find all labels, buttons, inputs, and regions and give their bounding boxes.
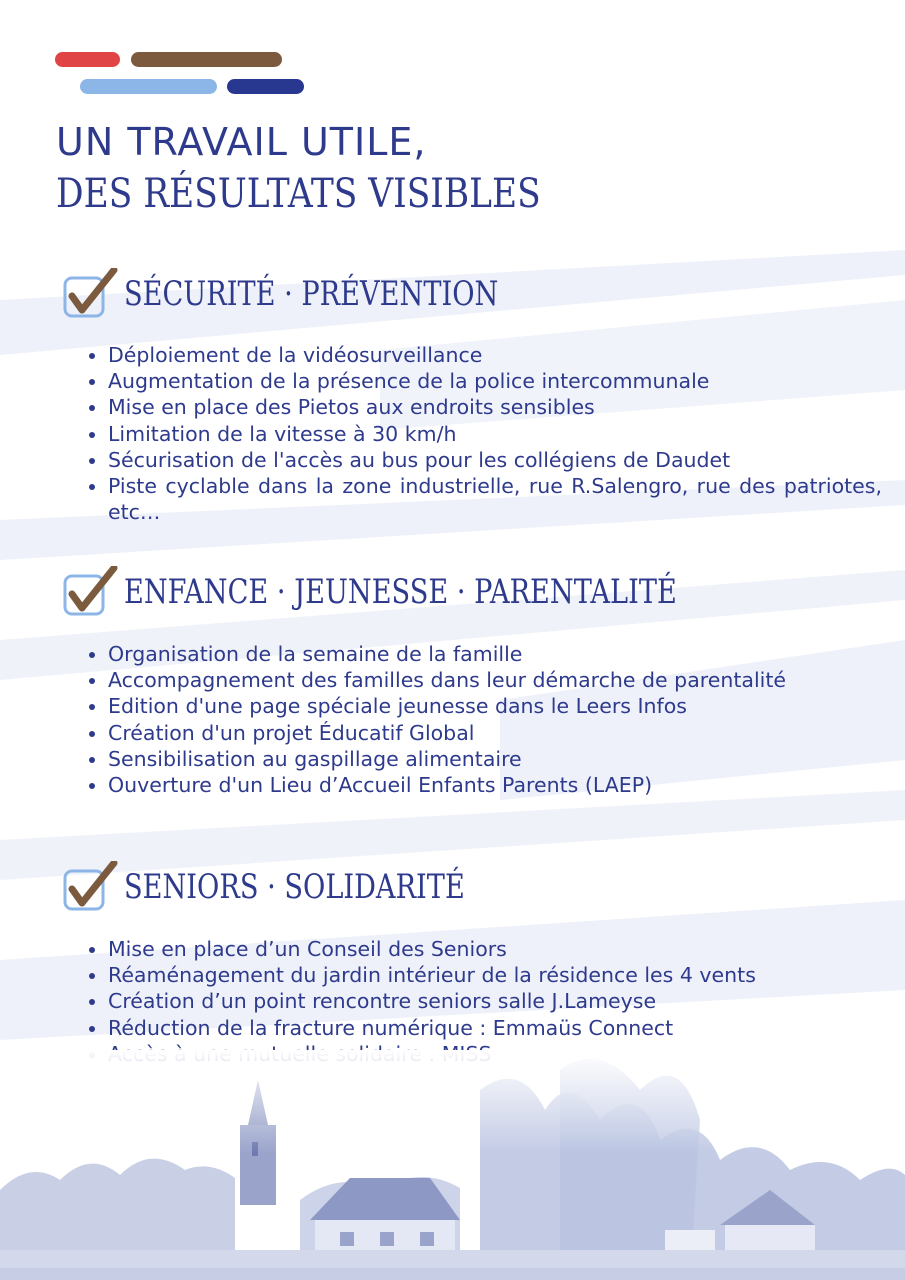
list-item: • Création d’un point rencontre seniors salle J.Lameyse xyxy=(108,988,882,1014)
section-list-enfance xyxy=(82,641,882,798)
bar-brown xyxy=(131,52,282,67)
list-item: • Piste cyclable dans la zone industrielle, rue R.Salengro, rue des patriotes, etc… xyxy=(108,473,882,525)
section-list-securite xyxy=(82,342,882,525)
bar-navy xyxy=(227,79,304,94)
list-item: • Réaménagement du jardin intérieur de la résidence les 4 vents xyxy=(108,962,882,988)
list-item: • Limitation de la vitesse à 30 km/h xyxy=(108,421,882,447)
section-heading-enfance xyxy=(62,562,882,618)
section-heading-securite xyxy=(62,264,882,320)
list-item: • Déploiement de la vidéosurveillance xyxy=(108,342,882,368)
list-item: • Augmentation de la présence de la police intercommunale xyxy=(108,368,882,394)
list-item: • Edition d'une page spéciale jeunesse dans le Leers Infos xyxy=(108,693,882,719)
list-item: • Sécurisation de l'accès au bus pour les collégiens de Daudet xyxy=(108,447,882,473)
list-item: • Organisation de la semaine de la famille xyxy=(108,641,882,667)
bar-lightblue xyxy=(80,79,217,94)
checkbox-checked-icon xyxy=(62,861,120,913)
list-item: • Mise en place d’un Conseil des Seniors xyxy=(108,936,882,962)
title-line-2: DES RÉSULTATS VISIBLES xyxy=(56,171,541,217)
list-item: • Ouverture d'un Lieu d’Accueil Enfants Parents (LAEP) xyxy=(108,772,882,798)
list-item: • Accompagnement des familles dans leur démarche de parentalité xyxy=(108,667,882,693)
section-title: ENFANCE · JEUNESSE · PARENTALITÉ xyxy=(124,572,677,612)
decorative-color-bars xyxy=(55,52,315,97)
list-item: • Mise en place des Pietos aux endroits sensibles xyxy=(108,394,882,420)
section-list-seniors xyxy=(82,936,882,1067)
section-heading-seniors xyxy=(62,857,882,913)
checkbox-checked-icon xyxy=(62,268,120,320)
checkbox-checked-icon xyxy=(62,566,120,618)
section-title: SÉCURITÉ · PRÉVENTION xyxy=(124,274,499,314)
title-line-1: UN TRAVAIL UTILE, xyxy=(56,120,427,164)
list-item: • Réduction de la fracture numérique : Emmaüs Connect xyxy=(108,1015,882,1041)
list-item: • Création d'un projet Éducatif Global xyxy=(108,720,882,746)
section-title: SENIORS · SOLIDARITÉ xyxy=(124,867,465,907)
page-title xyxy=(56,118,620,222)
village-landscape-illustration xyxy=(0,1050,905,1280)
bar-red xyxy=(55,52,120,67)
list-item: • Sensibilisation au gaspillage alimentaire xyxy=(108,746,882,772)
